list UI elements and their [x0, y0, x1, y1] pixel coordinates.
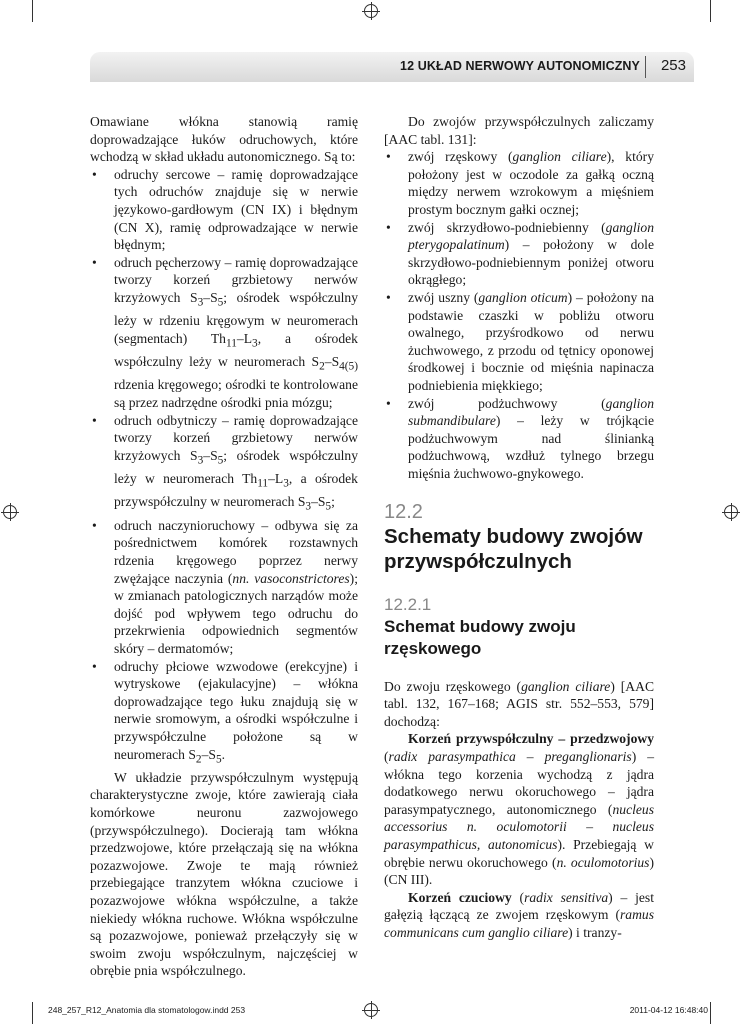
trim-mark [32, 0, 33, 22]
registration-mark-icon [364, 4, 378, 18]
subsection-number: 12.2.1 [384, 595, 432, 615]
registration-mark-icon [724, 505, 738, 519]
outro-paragraph: W układzie przywspółczulnym występują charakterystyczne zwoje, które zawierają ciała komórkowe neuronu zazwojowego (przywspółczulnego). Docierają tam włókna przedzwojowe, które przełączają się na włókna pozazwojowe. Zwoje te mają również przebiegające tranzytem włókna czuciowe i pozazwojowe włókna współczulne, a także niekiedy włókna ruchowe. Włókna współczulne są pozazwojowe, ponieważ przełączyły się w swoim zwoju współczulnym, najczęściej w obrębie pnia współczulnego. [90, 769, 358, 979]
running-header [90, 52, 694, 82]
registration-mark-icon [3, 505, 17, 519]
trim-mark [710, 1002, 711, 1024]
footer-filename: 248_257_R12_Anatomia dla stomatologow.indd 253 [48, 1005, 246, 1015]
list-item: • odruch naczynioruchowy – odbywa się za pośrednictwem komórek rozstawnych rdzenia kręgowego poprzez nerwy zwężające naczynia (nn. vasoconstrictores); w zmianach patologicznych narządów może dojść pod wpływem tego odruchu do przekrwienia odpowiednich segmentów skóry – dermatomów; [90, 517, 358, 658]
subsection-title: Schemat budowy zwoju rzęskowego [384, 616, 576, 658]
paragraph: Korzeń czuciowy (radix sensitiva) – jest gałęzią łączącą ze zwojem rzęskowym (ramus communicans cum ganglio ciliare) i tranzy- [384, 889, 654, 940]
registration-mark-icon [364, 1003, 378, 1017]
ganglia-list [384, 148, 654, 482]
list-item: • zwój uszny (ganglion oticum) – położony na podstawie czaszki w pobliżu otworu owalnego, przyśrodkowo od nerwu żuchwowego, z przodu od tętnicy oponowej środkowej i bocznie od mięśnia napinacza podniebienia miękkiego; [384, 289, 654, 395]
list-item: • zwój podżuchwowy (ganglion submandibulare) – leży w trójkącie podżuchwowym nad ślinianką podżuchwową, wzdłuż tylnego brzegu mięśnia żuchwowo-gnykowego. [384, 395, 654, 483]
trim-mark [32, 1002, 33, 1024]
paragraph: Do zwoju rzęskowego (ganglion ciliare) [AAC tabl. 132, 167–168; AGIS str. 552–553, 579] dochodzą: [384, 678, 655, 729]
footer-timestamp: 2011-04-12 16:48:40 [629, 1005, 708, 1015]
list-item: • zwój rzęskowy (ganglion ciliare), który położony jest w oczodole za gałką oczną między nerwem wzrokowym a mięśniem prostym bocznym gałki ocznej; [384, 148, 654, 218]
list-item: • odruch pęcherzowy – ramię doprowadzające tworzy korzeń grzbietowy nerwów krzyżowych $S_3-S_5$; ośrodek współczulny leży w rdzeniu kręgowym w neuromerach (segmentach) $Th_{11}-L_3$, a ośrodek współczulny leży w neuromerach $S_2-S_{4(5)}$ rdzenia kręgowego; ośrodki te kontrolowane są przez nadrzędne ośrodki pnia mózgu; [90, 254, 358, 412]
trim-mark [710, 0, 711, 22]
chapter-title: 12 UKŁAD NERWOWY AUTONOMICZNY [400, 59, 640, 73]
list-item: • odruchy sercowe – ramię doprowadzające tych odruchów znajduje się w nerwie językowo-gardłowym (CN IX) i błędnym (CN X), ramię odprowadzające w nerwie błędnym; [90, 166, 358, 254]
reflex-list [90, 166, 358, 769]
list-item: • odruchy płciowe wzwodowe (erekcyjne) i wytryskowe (ejakulacyjne) – włókna doprowadzające tego łuku znajdują się w nerwie sromowym, a ośrodki współczulne i przywspółczulne położone są w neuromerach $S_2-S_5$. [90, 658, 358, 769]
section-number: 12.2 [384, 501, 423, 524]
paragraph: Korzeń przywspółczulny – przedzwojowy (radix parasympathica – preganglionaris) – włókna tego korzenia wychodzą z jądra dodatkowego nerwu okoruchowego – jądra parasympatycznego, autonomicznego (nucleus accessorius n. oculomotorii – nucleus parasympathicus, autonomicus). Przebiegają w obrębie nerwu okoruchowego (n. oculomotorius) (CN III). [384, 731, 654, 888]
list-item: • zwój skrzydłowo-podniebienny (ganglion pterygopalatinum) – położony w dole skrzydłowo-podniebiennym poniżej otworu okrągłego; [384, 219, 654, 289]
section-title: Schematy budowy zwojów przywspółczulnych [384, 525, 643, 574]
left-column [90, 113, 358, 980]
ganglia-intro: Do zwojów przywspółczulnych zaliczamy [AAC tabl. 131]: [384, 114, 654, 147]
header-divider [645, 56, 646, 78]
right-column [384, 113, 654, 942]
page-number: 253 [660, 57, 686, 74]
list-item: • odruch odbytniczy – ramię doprowadzające tworzy korzeń grzbietowy nerwów krzyżowych $S_3-S_5$; ośrodek współczulny leży w neuromerach $Th_{11}-L_3$, a ośrodek przywspółczulny w neuromerach $S_3-S_5$; [90, 412, 358, 517]
intro-paragraph: Omawiane włókna stanowią ramię doprowadzające łuków odruchowych, które wchodzą w skład układu autonomicznego. Są to: [90, 114, 358, 165]
